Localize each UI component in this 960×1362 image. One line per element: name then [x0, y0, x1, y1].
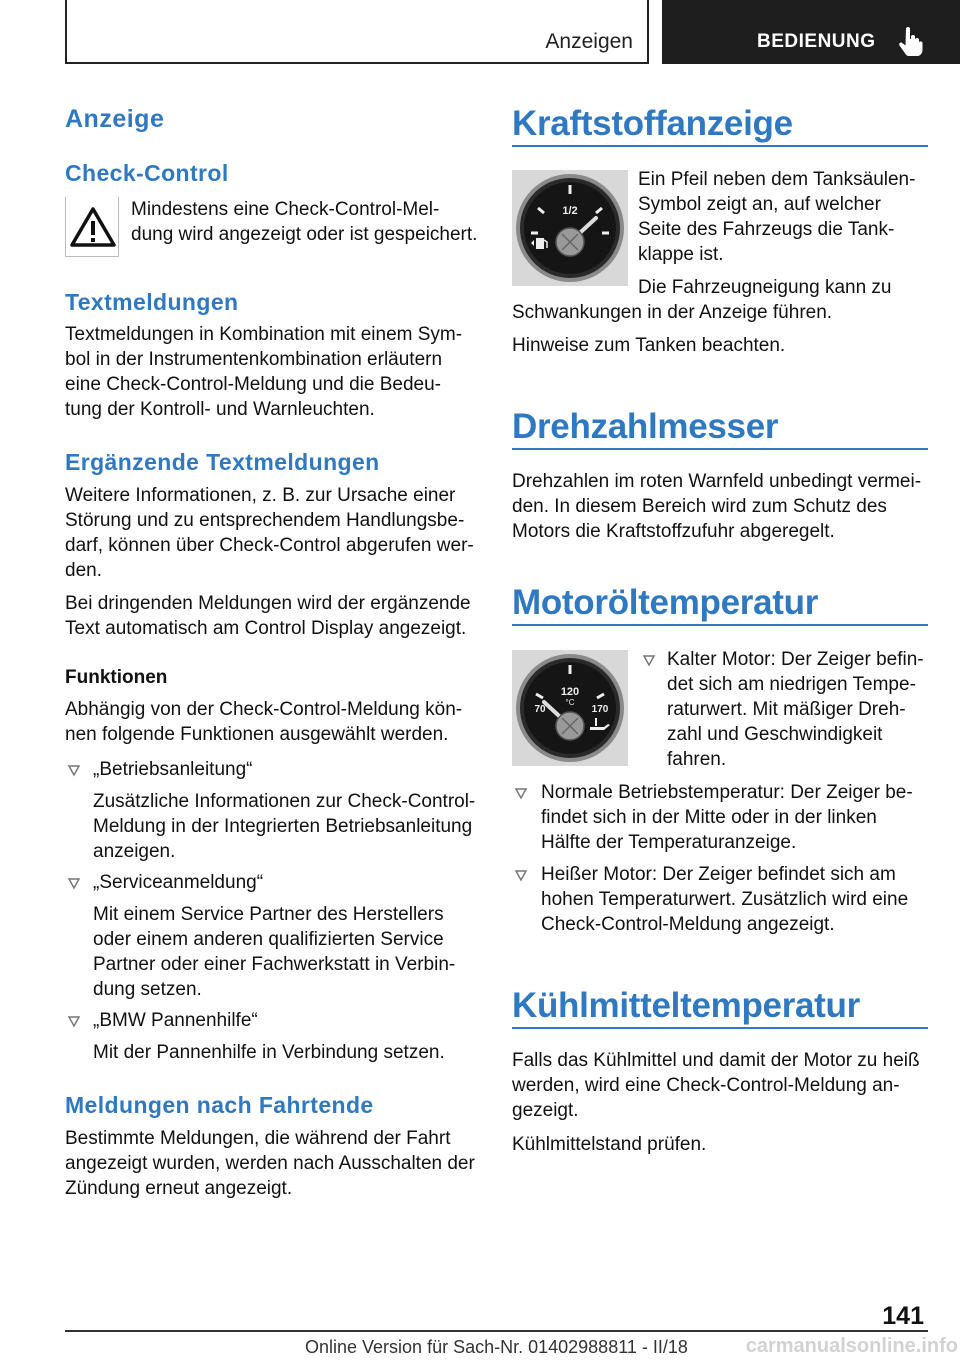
warning-figure — [65, 197, 119, 257]
kraftstoff-text-3: Hinweise zum Tanken beachten. — [512, 335, 786, 356]
oil-gauge-min-label: 70 — [534, 704, 546, 715]
oil-gauge-unit-label: °C — [565, 698, 575, 707]
motoroel-item-normal: Normale Betriebstemperatur: Der Zeiger be- findet sich in der Mitte oder in der linken Hälfte der Temperaturanzeige. — [541, 782, 913, 853]
header-chapter-label: BEDIENUNG — [757, 31, 876, 52]
kuehl-text-1: Falls das Kühlmittel und damit der Motor zu heiß werden, wird eine Check-Control-Meldung an- gezeigt. — [512, 1050, 920, 1121]
drehzahl-rule — [512, 448, 928, 450]
kraftstoff-heading: Kraftstoffanzeige — [512, 104, 793, 143]
bullet-triangle-icon — [67, 758, 89, 780]
header-chapter-tab — [662, 0, 960, 64]
bullet-triangle-icon — [514, 863, 536, 885]
oil-temp-gauge-figure — [512, 650, 628, 766]
ergaenzende-heading: Ergänzende Textmeldungen — [65, 449, 380, 475]
check-control-heading: Check-Control — [65, 160, 229, 186]
fuel-gauge-figure — [512, 170, 628, 286]
funktion-item-betriebsanleitung: „Betriebsanleitung“ Zusätzliche Informationen zur Check-Control- Meldung in der Integrierten Betriebsanleitung anzeigen. — [93, 759, 476, 862]
motoroel-item-kalt: Kalter Motor: Der Zeiger befin- det sich am niedrigen Tempe- raturwert. Mit mäßiger Dreh- zahl und Geschwindigkeit fahren. — [667, 649, 924, 770]
bullet-triangle-icon — [642, 648, 664, 670]
motoroel-rule — [512, 624, 928, 626]
header-section-title: Anzeigen — [545, 30, 633, 53]
ergaenzende-text-2: Bei dringenden Meldungen wird der ergänzende Text automatisch am Control Display angezeigt. — [65, 593, 471, 639]
fahrtende-heading: Meldungen nach Fahrtende — [65, 1092, 374, 1118]
funktionen-intro: Abhängig von der Check-Control-Meldung kön- nen folgende Funktionen ausgewählt werden. — [65, 699, 463, 745]
kraftstoff-rule — [512, 145, 928, 147]
textmeldungen-text: Textmeldungen in Kombination mit einem Sym- bol in der Instrumentenkombination erläutern eine Check-Control-Meldung und die Bedeu- tung der Kontroll- und Warnleuchten. — [65, 324, 463, 420]
bullet-triangle-icon — [67, 871, 89, 893]
kraftstoff-text-2a: Die Fahrzeugneigung kann zu — [638, 277, 892, 298]
funktion-item-pannenhilfe: „BMW Pannenhilfe“ Mit der Pannenhilfe in Verbindung setzen. — [93, 1010, 445, 1063]
footer-online-version: Online Version für Sach-Nr. 01402988811 - II/18 — [305, 1337, 688, 1357]
page-number: 141 — [882, 1302, 924, 1330]
check-control-text: Mindestens eine Check-Control-Mel- dung wird angezeigt oder ist gespeichert. — [131, 199, 478, 245]
textmeldungen-heading: Textmeldungen — [65, 289, 239, 315]
watermark: carmanualsonline.info — [745, 1335, 958, 1357]
warning-triangle-icon — [66, 197, 120, 257]
bullet-triangle-icon — [67, 1009, 89, 1031]
footer-rule — [65, 1330, 928, 1332]
kuehl-text-2: Kühlmittelstand prüfen. — [512, 1134, 707, 1155]
oil-gauge-max-label: 170 — [591, 704, 609, 715]
fuel-gauge-label: 1/2 — [562, 205, 578, 217]
anzeige-heading: Anzeige — [65, 105, 165, 133]
motoroel-item-heiss: Heißer Motor: Der Zeiger befindet sich am hohen Temperaturwert. Zusätzlich wird eine Check-Control-Meldung angezeigt. — [541, 864, 909, 935]
drehzahl-text: Drehzahlen im roten Warnfeld unbedingt vermei- den. In diesem Bereich wird zum Schutz des Motors die Kraftstoffzufuhr abgeregelt. — [512, 471, 922, 542]
kraftstoff-text-2b: Schwankungen in der Anzeige führen. — [512, 302, 833, 323]
kraftstoff-text-1: Ein Pfeil neben dem Tanksäulen- Symbol zeigt an, auf welcher Seite des Fahrzeugs die Tank- klappe ist. — [638, 169, 916, 265]
kuehl-rule — [512, 1027, 928, 1029]
oil-gauge-mid-label: 120 — [560, 686, 580, 698]
bullet-triangle-icon — [514, 781, 536, 803]
funktion-item-serviceanmeldung: „Serviceanmeldung“ Mit einem Service Partner des Herstellers oder einem anderen qualifizierten Service Partner oder einer Fachwerkstatt in Verbin- dung setzen. — [93, 872, 456, 1000]
drehzahl-heading: Drehzahlmesser — [512, 407, 779, 446]
kuehl-heading: Kühlmitteltemperatur — [512, 986, 860, 1025]
motoroel-heading: Motoröltemperatur — [512, 583, 819, 622]
ergaenzende-text-1: Weitere Informationen, z. B. zur Ursache einer Störung und zu entsprechendem Handlungsbe- darf, können über Check-Control abgerufen wer- den. — [65, 485, 474, 581]
fahrtende-text: Bestimmte Meldungen, die während der Fahrt angezeigt wurden, werden nach Ausschalten der Zündung erneut angezeigt. — [65, 1128, 475, 1199]
pointing-hand-icon — [898, 26, 924, 56]
header-section-box — [65, 0, 649, 64]
funktionen-heading: Funktionen — [65, 667, 168, 688]
